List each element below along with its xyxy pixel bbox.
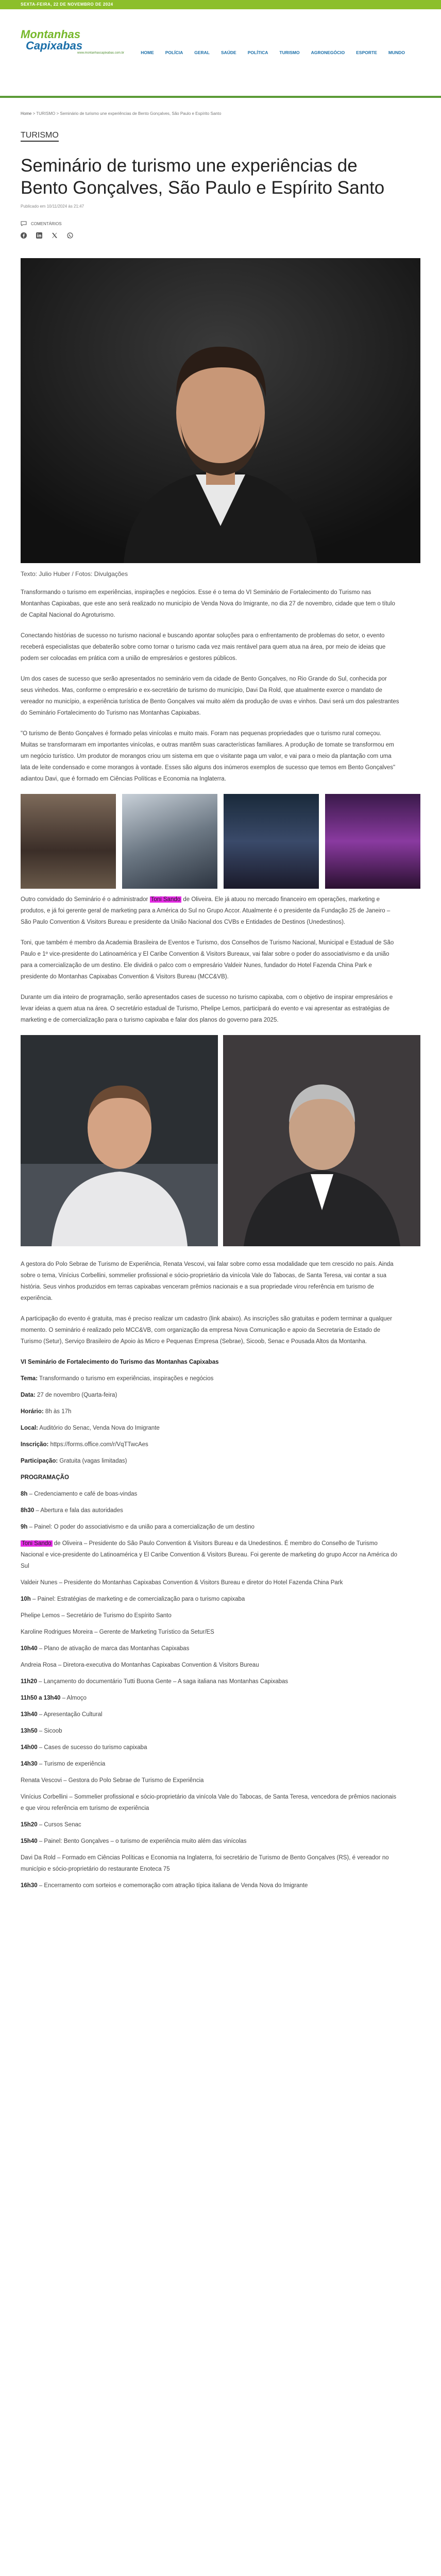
- hero-photo: [21, 258, 420, 563]
- program-item: [21, 1676, 400, 1687]
- program-text: – Painel: Estratégias de marketing e de comercialização para o turismo capixaba: [30, 1596, 245, 1602]
- program-item: [21, 1538, 400, 1572]
- program-item: [21, 1626, 400, 1638]
- program-item: [21, 1521, 400, 1533]
- facebook-icon[interactable]: [21, 232, 27, 240]
- comments-label: COMENTÁRIOS: [31, 221, 62, 226]
- nav-esporte[interactable]: ESPORTE: [356, 50, 377, 55]
- program-heading: [21, 1472, 400, 1483]
- article-title: Seminário de turismo une experiências de Bento Gonçalves, São Paulo e Espírito Santo: [21, 156, 385, 198]
- field-value: Gratuita (vagas limitadas): [58, 1458, 127, 1464]
- x-twitter-icon[interactable]: [52, 232, 58, 240]
- article-body: [0, 587, 420, 785]
- program-item: [21, 1709, 400, 1720]
- event-field-local: [21, 1422, 400, 1434]
- program-text: Renata Vescovi – Gestora do Polo Sebrae de Turismo de Experiência: [21, 1777, 204, 1784]
- gallery-photo: [21, 794, 116, 889]
- program-item: [21, 1852, 400, 1875]
- program-item: [21, 1791, 400, 1814]
- program-item: [21, 1819, 400, 1831]
- whatsapp-icon[interactable]: [67, 232, 73, 240]
- breadcrumb-section[interactable]: TURISMO: [36, 111, 56, 116]
- speaker-photo-left: [21, 1035, 218, 1246]
- gallery-photo: [325, 794, 420, 889]
- photo-gallery: [21, 794, 420, 889]
- program-text: – Abertura e fala das autoridades: [34, 1507, 123, 1514]
- program-text: – Painel: Bento Gonçalves – o turismo de experiência muito além das vinícolas: [37, 1838, 247, 1844]
- nav-mundo[interactable]: MUNDO: [388, 50, 405, 55]
- search-highlight: Toni Sando: [150, 896, 181, 903]
- breadcrumb-home[interactable]: Home: [21, 111, 32, 116]
- program-text: – Cases de sucesso do turismo capixaba: [37, 1744, 147, 1751]
- program-item: [21, 1758, 400, 1770]
- event-field-participacao: [21, 1455, 400, 1467]
- program-time: 14h00: [21, 1744, 38, 1751]
- article-body-continued: [0, 894, 420, 1026]
- program-time: 15h40: [21, 1838, 38, 1844]
- program-time: 11h50 a 13h40: [21, 1695, 61, 1701]
- nav-saude[interactable]: SAÚDE: [220, 50, 236, 55]
- program-time: 8h: [21, 1491, 28, 1497]
- site-logo[interactable]: [21, 29, 130, 55]
- breadcrumb-current: Seminário de turismo une experiências de Bento Gonçalves, São Paulo e Espírito Santo: [60, 111, 222, 116]
- field-value: Auditório do Senac, Venda Nova do Imigrante: [38, 1425, 160, 1431]
- program-item: [21, 1742, 400, 1753]
- program-text: Karoline Rodrigues Moreira – Gerente de Marketing Turístico da Setur/ES: [21, 1629, 214, 1635]
- paragraph: Conectando histórias de sucesso no turismo nacional e buscando apontar soluções para o enfrentamento de problemas do setor, o evento receberá especialistas que debaterão sobre como tornar o turismo cada vez mais rentável para quem atua na área, por meio de ideias que podem ser colocadas em prática com a união de empresários e gestores públicos.: [21, 633, 386, 662]
- paragraph: [21, 894, 400, 928]
- published-date: Publicado em 10/11/2024 às 21:47: [21, 204, 84, 209]
- nav-policia[interactable]: POLÍCIA: [165, 50, 183, 55]
- event-heading: [21, 1357, 400, 1368]
- nav-turismo[interactable]: TURISMO: [279, 50, 300, 55]
- nav-politica[interactable]: POLÍTICA: [247, 50, 268, 55]
- section-tag: [0, 127, 441, 145]
- program-item: [21, 1577, 400, 1588]
- field-value: 27 de novembro (Quarta-feira): [35, 1392, 117, 1398]
- program-text: – Almoço: [60, 1695, 87, 1701]
- program-time: 10h: [21, 1596, 31, 1602]
- event-field-data: [21, 1389, 400, 1401]
- program-text: – Painel: O poder do associativismo e da união para a comercialização de um destino: [27, 1524, 255, 1530]
- program-text: – Apresentação Cultural: [37, 1711, 103, 1718]
- program-item: [21, 1594, 400, 1605]
- site-header: [0, 9, 441, 96]
- field-label: Inscrição:: [21, 1442, 49, 1448]
- event-field-horario: [21, 1406, 400, 1417]
- program-time: 13h50: [21, 1728, 38, 1734]
- program-time: 13h40: [21, 1711, 38, 1718]
- program-text: – Plano de ativação de marca das Montanhas Capixabas: [37, 1646, 190, 1652]
- program-item: [21, 1880, 400, 1891]
- program-text: Phelipe Lemos – Secretário de Turismo do Espírito Santo: [21, 1613, 172, 1619]
- program-text: – Credenciamento e café de boas-vindas: [27, 1491, 138, 1497]
- photo-caption: Texto: Julio Huber / Fotos: Divulgações: [21, 570, 128, 578]
- program-text: – Encerramento com sorteios e comemoração com atração típica italiana de Venda Nova do Imigrante: [37, 1883, 308, 1889]
- logo-tagline: www.montanhascapixabas.com.br: [77, 52, 125, 55]
- paragraph-text: Outro convidado do Seminário é o administrador: [21, 896, 150, 903]
- paragraph: Transformando o turismo em experiências, inspirações e negócios. Esse é o tema do VI Seminário de Fortalecimento do Turismo nas Montanhas Capixabas, que este ano será realizado no município de Venda Nova do Imigrante, no dia 27 de novembro, cidade que tem o título de Capital Nacional do Agroturismo.: [21, 589, 395, 618]
- program-time: 8h30: [21, 1507, 35, 1514]
- program-item: [21, 1836, 400, 1847]
- share-bar: [0, 229, 441, 243]
- program-item: [21, 1505, 400, 1516]
- program-item: [21, 1488, 400, 1500]
- article-body-final: [0, 1259, 420, 1347]
- program-list: [21, 1488, 400, 1891]
- registration-link[interactable]: https://forms.office.com/r/VqTTwcAes: [48, 1442, 148, 1448]
- gallery-photo: [224, 794, 319, 889]
- paragraph: A gestora do Polo Sebrae de Turismo de Experiência, Renata Vescovi, vai falar sobre como essa modalidade que tem crescido no país. Ainda sobre o tema, Vinícius Corbellini, sommelier profissional e sócio-proprietário da vinícola Vale do Tabocas, de Santa Teresa, vai contar a sua história. Seus vinhos produzidos em terras capixabas venceram prêmios nacionais e a sua propriedade virou referência em turismo de experiência.: [21, 1261, 394, 1301]
- program-text: Andreia Rosa – Diretora-executiva do Montanhas Capixabas Convention & Visitors Bureau: [21, 1662, 259, 1668]
- event-field-tema: [21, 1373, 400, 1384]
- program-text: Davi Da Rold – Formado em Ciências Políticas e Economia na Inglaterra, foi secretário de Turismo de Bento Gonçalves (RS), é vereador no município e sócio-proprietário do restaurante Enoteca 75: [21, 1855, 389, 1872]
- nav-agronegocio[interactable]: AGRONEGÓCIO: [311, 50, 345, 55]
- field-label: Horário:: [21, 1409, 44, 1415]
- search-highlight: Toni Sando: [22, 1540, 52, 1547]
- program-item: [21, 1775, 400, 1786]
- program-text: Vinícius Corbellini – Sommelier profissional e sócio-proprietário da vinícola Vale do Tabocas, de Santa Teresa, vencedora de prêmios nacionais e que virou referência em turismo de experiência: [21, 1794, 397, 1811]
- field-value: 8h às 17h: [43, 1409, 72, 1415]
- gallery-photo: [122, 794, 217, 889]
- field-label: Tema:: [21, 1376, 38, 1382]
- event-field-inscricao: [21, 1439, 400, 1450]
- section-link[interactable]: TURISMO: [21, 131, 59, 142]
- main-nav: [141, 44, 420, 61]
- program-text: – Lançamento do documentário Tutti Buona Gente – A saga italiana nas Montanhas Capixabas: [37, 1679, 289, 1685]
- speaker-photo-right: [223, 1035, 420, 1246]
- program-time: 14h30: [21, 1761, 38, 1767]
- comments-link[interactable]: [0, 209, 441, 229]
- program-text: de Oliveira – Presidente do São Paulo Convention & Visitors Bureau e da Unedestinos. É membro do Conselho de Turismo Nacional e vice-presidente do Latinoamérica y El Caribe Convention & Visitors Bureau. Foi gerente de marketing do grupo Accor na América do Sul: [21, 1540, 398, 1569]
- field-label: Local:: [21, 1425, 38, 1431]
- breadcrumb-separator: >: [32, 111, 36, 116]
- nav-home[interactable]: HOME: [141, 50, 154, 55]
- paragraph: Toni, que também é membro da Academia Brasileira de Eventos e Turismo, dos Conselhos de Turismo Nacional, Municipal e Estadual de São Paulo e 1º vice-presidente do Latinoamérica y El Caribe Convention & Visitors Bureaux, vai falar sobre o poder do associativismo e da união para a comercialização de um destino. Ele dividirá o palco com o empresário Valdeir Nunes, fundador do Hotel Fazenda China Park e presidente do Montanhas Capixabas Convention & Visitors Bureau (MCC&VB).: [21, 940, 394, 980]
- field-label: Participação:: [21, 1458, 58, 1464]
- program-item: [21, 1725, 400, 1737]
- program-item: [21, 1643, 400, 1654]
- linkedin-icon[interactable]: [36, 232, 42, 240]
- program-time: 10h40: [21, 1646, 38, 1652]
- speaker-portrait: [21, 258, 420, 563]
- paragraph: "O turismo de Bento Gonçalves é formado pelas vinícolas e muito mais. Foram nas pequenas propriedades que o turismo rural começou. Muitas se transformaram em importantes vinícolas, e outras mantêm suas características familiares. A produção de tomate se transformou em um negócio turístico. Um produtor de morangos criou um sistema em que o visitante paga um valor, e vai para o meio da plantação com uma lata de leite condensado e come morangos à vontade. Esses são alguns dos inúmeros exemplos de sucesso que temos em Bento Gonçalves" adiantou Davi, que é formado em Ciências Políticas e Economia na Inglaterra.: [21, 731, 396, 782]
- paragraph: Durante um dia inteiro de programação, serão apresentados cases de sucesso no turismo capixaba, com o objetivo de inspirar empresários e levar ideias a quem atua na área. O secretário estadual de Turismo, Phelipe Lemos, participará do evento e vai apresentar as estratégias de marketing e de comercialização para o turismo capixaba e falar dos planos do governo para 2025.: [21, 994, 393, 1023]
- speaker-photos: [21, 1035, 420, 1246]
- program-item: [21, 1692, 400, 1704]
- program-time: 15h20: [21, 1822, 38, 1828]
- program-text: – Cursos Senac: [37, 1822, 81, 1828]
- breadcrumb-separator: >: [56, 111, 59, 116]
- program-time: 11h20: [21, 1679, 37, 1685]
- nav-geral[interactable]: GERAL: [194, 50, 210, 55]
- program-item: [21, 1659, 400, 1671]
- program-time: 9h: [21, 1524, 28, 1530]
- program-text: Valdeir Nunes – Presidente do Montanhas Capixabas Convention & Visitors Bureau e diretor do Hotel Fazenda China Park: [21, 1580, 343, 1586]
- program-text: – Turismo de experiência: [37, 1761, 106, 1767]
- logo-line-2: Capixabas: [26, 39, 83, 52]
- program-text: – Sicoob: [37, 1728, 62, 1734]
- event-title: VI Seminário de Fortalecimento do Turismo das Montanhas Capixabas: [21, 1359, 219, 1365]
- paragraph: Um dos cases de sucesso que serão apresentados no seminário vem da cidade de Bento Gonçalves, no Rio Grande do Sul, conhecida por seus vinhedos. Mas, conforme o empresário e ex-secretário de turismo do município, Davi Da Rold, que atualmente exerce o mandato de vereador no município, a experiência turística de Bento Gonçalves vai muito além da produção de uvas e vinhos. Davi será um dos palestrantes do Seminário Fortalecimento do Turismo nas Montanhas Capixabas.: [21, 676, 399, 716]
- breadcrumb: [0, 98, 441, 127]
- paragraph-text: de Oliveira. Ele já atuou no mercado financeiro em operações, marketing e produtos, e já foi gerente geral de marketing para a América do Sul no Grupo Accor. Atualmente é o presidente da Fundação 25 de Janeiro – São Paulo Convention & Visitors Bureau e presidente da União Nacional dos CVBs e Entidades de Destinos (Unedestinos).: [21, 896, 391, 925]
- top-date-bar: [0, 0, 441, 9]
- current-date: SEXTA-FEIRA, 22 DE NOVEMBRO DE 2024: [21, 2, 113, 7]
- comment-icon: [21, 221, 27, 226]
- program-title: PROGRAMAÇÃO: [21, 1475, 69, 1481]
- event-info: [0, 1357, 420, 1891]
- logo-line-1: Montanhas: [21, 28, 81, 41]
- field-label: Data:: [21, 1392, 36, 1398]
- program-item: [21, 1610, 400, 1621]
- paragraph: A participação do evento é gratuita, mas é preciso realizar um cadastro (link abaixo). As inscrições são gratuitas e podem terminar a qualquer momento. O seminário é realizado pelo MCC&VB, com organização da empresa Nova Comunicação e apoio da Secretaria de Estado de Turismo (Setur), Serviço Brasileiro de Apoio às Micro e Pequenas Empresa (Sebrae), Sicoob, Senac e Pousada Altos da Montanha.: [21, 1316, 393, 1345]
- field-value: Transformando o turismo em experiências, inspirações e negócios: [38, 1376, 214, 1382]
- program-time: 16h30: [21, 1883, 38, 1889]
